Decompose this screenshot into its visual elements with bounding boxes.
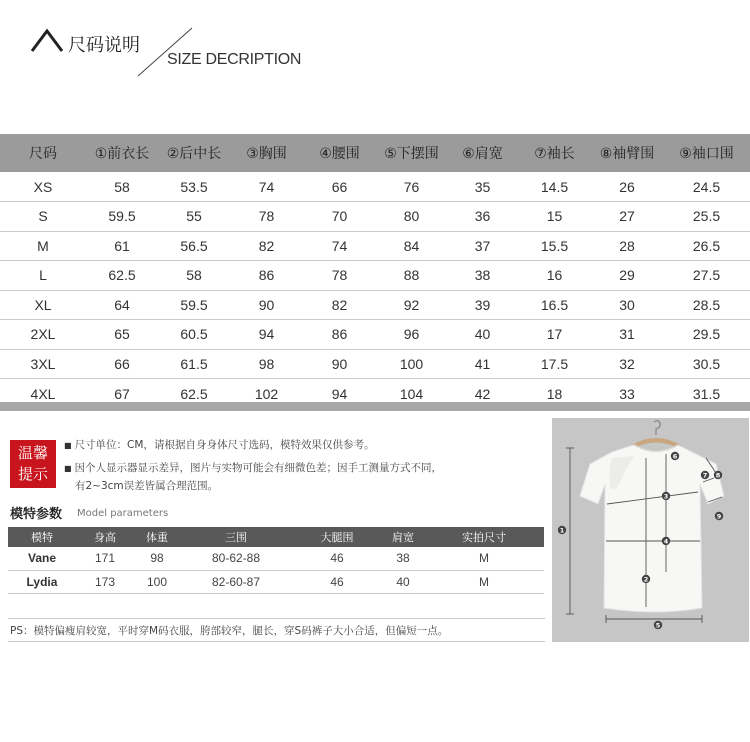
- header-size: 尺码: [0, 134, 86, 172]
- size-value-cell: 98: [230, 349, 303, 379]
- note-line-1: [64, 437, 374, 452]
- size-value-cell: 15: [518, 202, 591, 232]
- size-value-cell: 26: [591, 172, 663, 202]
- model-value-cell: 46: [292, 570, 382, 593]
- model-table-body: [8, 547, 544, 593]
- size-label-cell: XS: [0, 172, 86, 202]
- size-label-cell: 3XL: [0, 349, 86, 379]
- size-value-cell: 62.5: [180, 385, 208, 402]
- size-value-cell: 15.5: [518, 231, 591, 261]
- size-value-cell: 82: [303, 290, 376, 320]
- note-text-1: 尺寸单位：CM，请根据自身身体尺寸选码，模特效果仅供参考。: [74, 439, 375, 451]
- size-value-cell: 31: [591, 320, 663, 350]
- size-value-cell: 61.5: [158, 349, 230, 379]
- header-front-length: ①前衣长: [86, 134, 158, 172]
- garment-measurement-diagram: [552, 418, 749, 642]
- marker-4-label: 4: [663, 537, 669, 546]
- model-header-model: 模特: [8, 527, 76, 547]
- size-label-cell: L: [0, 261, 86, 291]
- model-table: [8, 527, 544, 594]
- size-value-cell: 55: [158, 202, 230, 232]
- size-value-cell: 33: [619, 385, 635, 402]
- model-title-cn: 模特参数: [10, 507, 63, 522]
- size-label-cell: 4XL: [30, 385, 56, 402]
- size-value-cell: 104: [399, 385, 424, 402]
- marker-7-label: 7: [702, 471, 708, 480]
- model-header-shoulder: 肩宽: [382, 527, 424, 547]
- size-value-cell: 84: [376, 231, 447, 261]
- model-table-header-row: [8, 527, 544, 547]
- header-cuff-circ: ⑨袖口围: [663, 134, 750, 172]
- size-label-cell: S: [0, 202, 86, 232]
- note-line-2: [64, 460, 442, 475]
- size-value-cell: 31.5: [692, 385, 721, 402]
- size-value-cell: 27.5: [663, 261, 750, 291]
- header-arm-circ: ⑧袖臂围: [591, 134, 663, 172]
- model-value-cell: M: [424, 547, 544, 570]
- size-label-cell: 2XL: [0, 320, 86, 350]
- size-value-cell: 100: [376, 349, 447, 379]
- model-header-worn-size: 实拍尺寸: [424, 527, 544, 547]
- tip-badge-line2: 提示: [17, 465, 48, 483]
- size-row: [0, 349, 750, 379]
- size-row: [0, 261, 750, 291]
- size-value-cell: 26.5: [663, 231, 750, 261]
- model-value-cell: 171: [76, 547, 134, 570]
- size-value-cell: 17: [518, 320, 591, 350]
- header-waist: ④腰围: [303, 134, 376, 172]
- size-value-cell: 65: [86, 320, 158, 350]
- model-row: [8, 570, 544, 593]
- model-name-cell: Vane: [8, 547, 76, 570]
- tip-badge-line1: 温馨: [17, 444, 48, 462]
- size-row: [0, 290, 750, 320]
- size-value-cell: 37: [447, 231, 518, 261]
- size-value-cell: 70: [303, 202, 376, 232]
- size-value-cell: 56.5: [158, 231, 230, 261]
- size-value-cell: 78: [230, 202, 303, 232]
- size-value-cell: 66: [86, 349, 158, 379]
- size-value-cell: 61: [86, 231, 158, 261]
- section-title-cn: 尺码说明: [68, 35, 140, 56]
- size-value-cell: 80: [376, 202, 447, 232]
- size-value-cell: 16: [518, 261, 591, 291]
- model-value-cell: 40: [382, 570, 424, 593]
- model-title-en: Model parameters: [77, 508, 169, 519]
- size-value-cell: 90: [303, 349, 376, 379]
- marker-9-label: 9: [716, 512, 722, 521]
- size-value-cell: 25.5: [663, 202, 750, 232]
- size-value-cell: 14.5: [518, 172, 591, 202]
- size-value-cell: 86: [230, 261, 303, 291]
- size-value-cell: 30.5: [663, 349, 750, 379]
- model-header-height: 身高: [76, 527, 134, 547]
- model-value-cell: 38: [382, 547, 424, 570]
- size-label-cell: M: [0, 231, 86, 261]
- model-value-cell: M: [424, 570, 544, 593]
- header-bust: ③胸围: [230, 134, 303, 172]
- size-value-cell: 86: [303, 320, 376, 350]
- size-row: [0, 202, 750, 232]
- size-value-cell: 64: [86, 290, 158, 320]
- marker-2-label: 2: [643, 575, 649, 584]
- size-value-cell: 90: [230, 290, 303, 320]
- size-value-cell: 24.5: [663, 172, 750, 202]
- size-value-cell: 38: [447, 261, 518, 291]
- size-value-cell: 17.5: [518, 349, 591, 379]
- size-value-cell: 76: [376, 172, 447, 202]
- size-value-cell: 42: [474, 385, 491, 402]
- size-value-cell: 78: [303, 261, 376, 291]
- model-header-thigh: 大腿围: [292, 527, 382, 547]
- model-value-cell: 46: [292, 547, 382, 570]
- size-value-cell: 74: [303, 231, 376, 261]
- size-value-cell: 36: [447, 202, 518, 232]
- note-text-2: 因个人显示器显示差异，图片与实物可能会有细微色差；因手工测量方式不同，: [74, 462, 443, 474]
- size-value-cell: 41: [447, 349, 518, 379]
- size-label-cell: XL: [0, 290, 86, 320]
- header-hem: ⑤下摆围: [376, 134, 447, 172]
- tip-badge: [10, 440, 56, 488]
- size-row: [0, 231, 750, 261]
- marker-8-label: 8: [715, 471, 721, 480]
- size-value-cell: 35: [447, 172, 518, 202]
- marker-6-label: 6: [672, 452, 678, 461]
- size-value-cell: 29.5: [663, 320, 750, 350]
- size-value-cell: 28.5: [663, 290, 750, 320]
- size-value-cell: 30: [591, 290, 663, 320]
- size-value-cell: 102: [254, 385, 279, 402]
- size-value-cell: 16.5: [518, 290, 591, 320]
- header-shoulder: ⑥肩宽: [447, 134, 518, 172]
- size-value-cell: 92: [376, 290, 447, 320]
- size-value-cell: 96: [376, 320, 447, 350]
- size-value-cell: 39: [447, 290, 518, 320]
- size-row: [0, 172, 750, 202]
- header-sleeve-length: ⑦袖长: [518, 134, 591, 172]
- marker-5-label: 5: [655, 621, 661, 630]
- size-table-header-row: [0, 134, 750, 172]
- model-row: [8, 547, 544, 570]
- size-value-cell: 29: [591, 261, 663, 291]
- size-row: [0, 320, 750, 350]
- size-value-cell: 59.5: [86, 202, 158, 232]
- size-value-cell: 94: [331, 385, 348, 402]
- size-value-cell: 40: [447, 320, 518, 350]
- size-value-cell: 18: [546, 385, 563, 402]
- size-value-cell: 62.5: [86, 261, 158, 291]
- size-value-cell: 66: [303, 172, 376, 202]
- size-value-cell: 32: [591, 349, 663, 379]
- model-header-measurements: 三围: [180, 527, 292, 547]
- model-value-cell: 80-62-88: [180, 547, 292, 570]
- model-value-cell: 100: [134, 570, 180, 593]
- bullet-icon: ■: [64, 464, 72, 473]
- size-value-cell: 28: [591, 231, 663, 261]
- model-name-cell: Lydia: [8, 570, 76, 593]
- size-value-cell: 74: [230, 172, 303, 202]
- model-value-cell: 98: [134, 547, 180, 570]
- marker-3-label: 3: [663, 492, 669, 501]
- bullet-icon: ■: [64, 441, 72, 450]
- model-value-cell: 82-60-87: [180, 570, 292, 593]
- size-value-cell: 27: [591, 202, 663, 232]
- model-value-cell: 173: [76, 570, 134, 593]
- size-value-cell: 53.5: [158, 172, 230, 202]
- size-value-cell: 58: [86, 172, 158, 202]
- model-header-weight: 体重: [134, 527, 180, 547]
- section-title-en: SIZE DECRIPTION: [167, 51, 302, 68]
- size-table: [0, 134, 750, 408]
- caret-up-icon: [30, 28, 64, 52]
- ps-note: PS：模特偏瘦肩较宽，平时穿M码衣服，胯部较窄，腿长，穿S码裤子大小合适，但偏短一点。: [8, 618, 545, 642]
- section-divider-band: [0, 402, 750, 411]
- note-line-3: 有2~3cm误差皆属合理范围。: [75, 480, 219, 492]
- size-value-cell: 88: [376, 261, 447, 291]
- marker-1-label: 1: [559, 526, 565, 535]
- size-value-cell: 67: [114, 385, 130, 402]
- size-value-cell: 82: [230, 231, 303, 261]
- size-value-cell: 60.5: [158, 320, 230, 350]
- size-value-cell: 94: [230, 320, 303, 350]
- size-value-cell: 58: [158, 261, 230, 291]
- size-table-body: [0, 172, 750, 408]
- header-back-length: ②后中长: [158, 134, 230, 172]
- size-value-cell: 59.5: [158, 290, 230, 320]
